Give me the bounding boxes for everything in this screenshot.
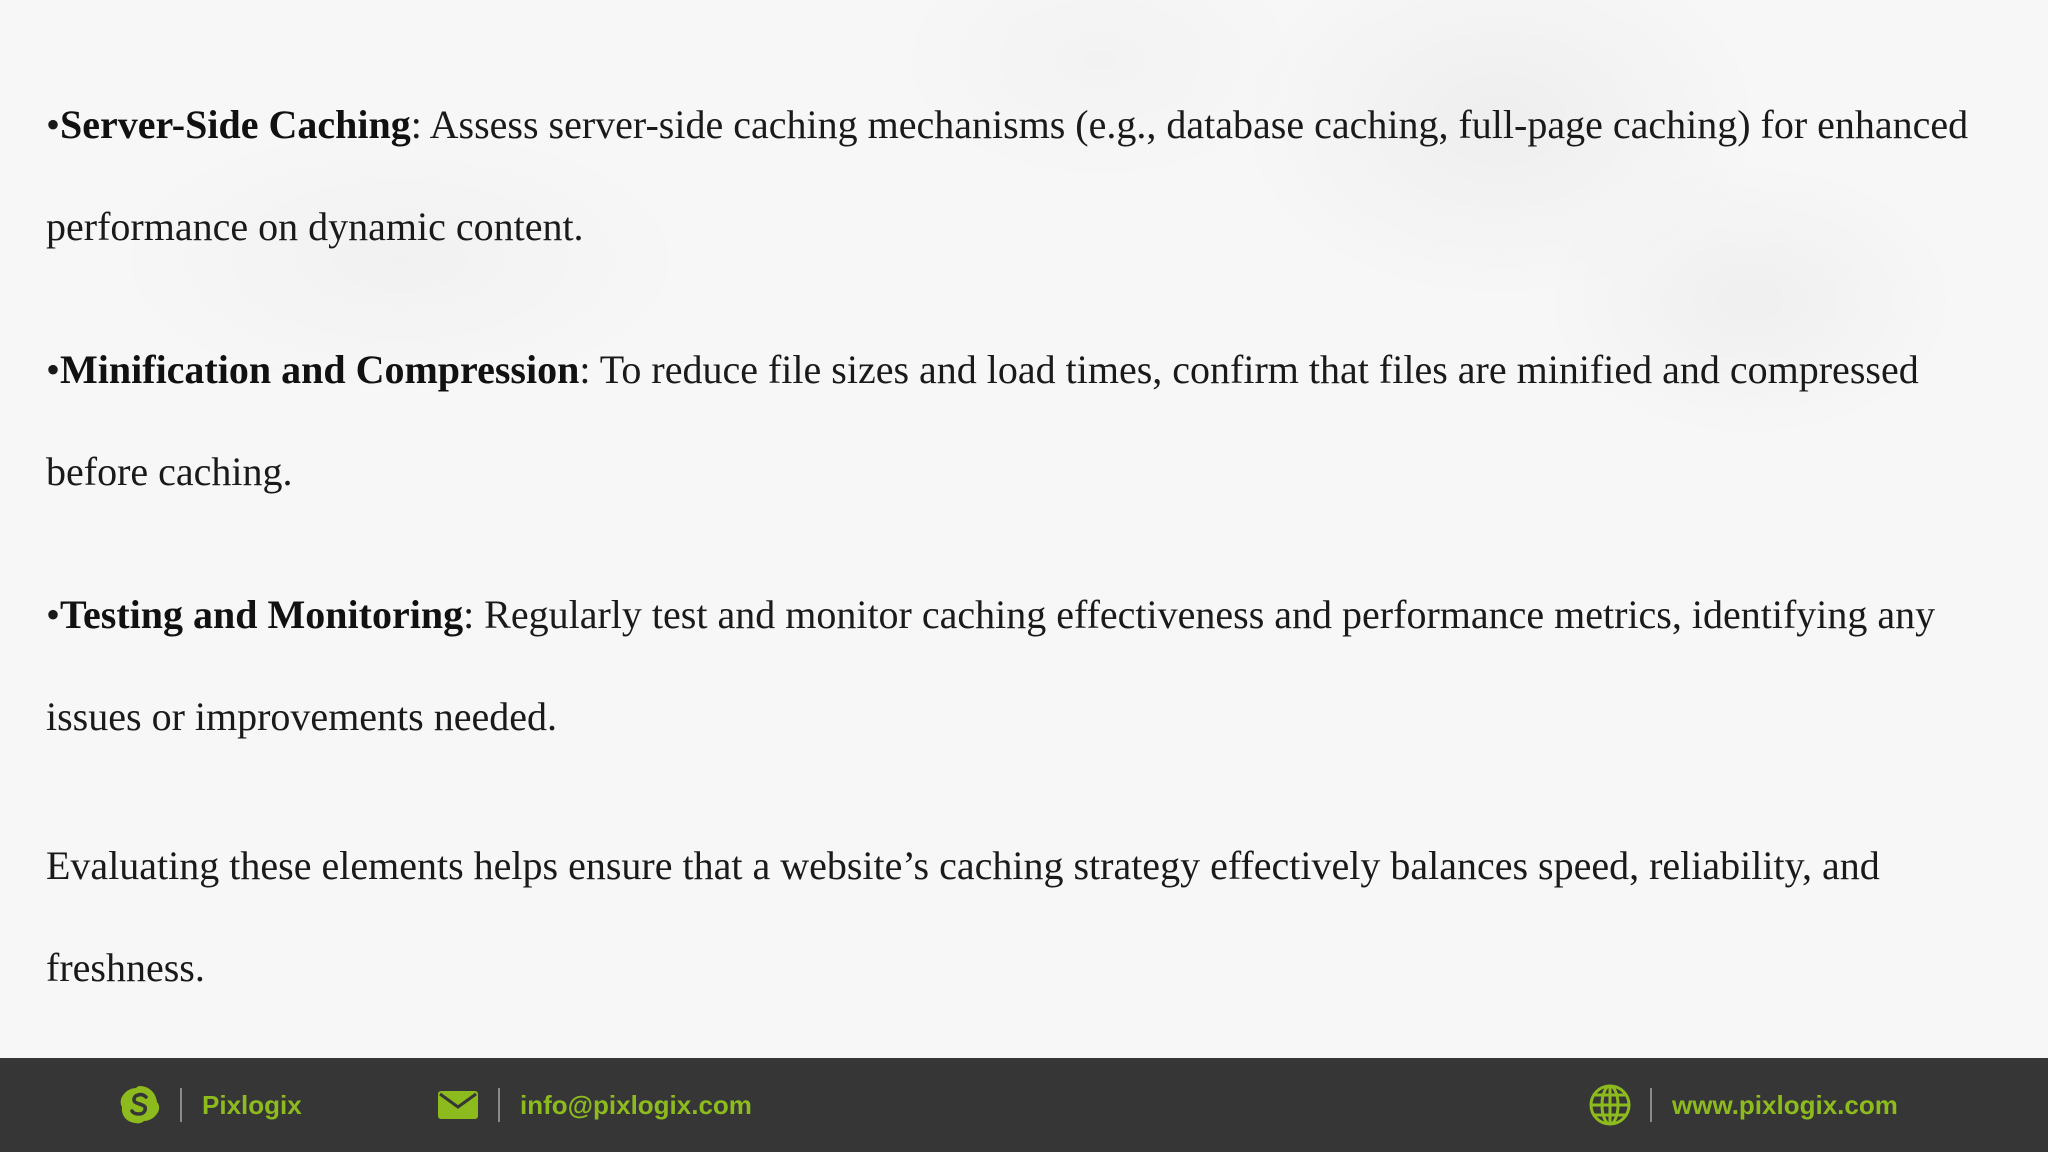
footer-separator bbox=[498, 1088, 500, 1122]
footer-email[interactable] bbox=[436, 1058, 752, 1152]
website-label: www.pixlogix.com bbox=[1672, 1089, 1898, 1120]
bullet-title: Testing and Monitoring bbox=[60, 592, 464, 637]
email-label: info@pixlogix.com bbox=[520, 1089, 752, 1120]
bullet-title: Minification and Compression bbox=[60, 347, 580, 392]
footer-skype[interactable] bbox=[118, 1058, 302, 1152]
bullet-text: : Regularly test and monitor caching effectiveness and performance metrics, identifying any issues or improvements needed. bbox=[46, 592, 1936, 739]
footer-website[interactable] bbox=[1588, 1058, 1898, 1152]
footer-bar bbox=[0, 1058, 2048, 1152]
footer-separator bbox=[1650, 1088, 1652, 1122]
conclusion-paragraph: Evaluating these elements helps ensure that a website’s caching strategy effectively balances speed, reliability, and freshness. bbox=[46, 843, 1880, 990]
bullet-text: : To reduce file sizes and load times, confirm that files are minified and compressed before caching. bbox=[46, 347, 1919, 494]
bullet-marker: • bbox=[46, 592, 61, 637]
globe-icon bbox=[1588, 1083, 1632, 1127]
bullet-testing-monitoring bbox=[46, 564, 2026, 768]
footer-separator bbox=[180, 1088, 182, 1122]
skype-label: Pixlogix bbox=[202, 1089, 302, 1120]
bullet-minification-compression bbox=[46, 319, 2026, 523]
bullet-title: Server-Side Caching bbox=[60, 102, 411, 147]
bullet-marker: • bbox=[46, 102, 61, 147]
envelope-icon bbox=[436, 1083, 480, 1127]
bullet-text: : Assess server-side caching mechanisms (e.g., database caching, full-page caching) for enhanced performance on dynamic content. bbox=[46, 102, 1969, 249]
bullet-marker: • bbox=[46, 347, 61, 392]
skype-icon bbox=[118, 1083, 162, 1127]
bullet-server-side-caching bbox=[46, 74, 2026, 278]
